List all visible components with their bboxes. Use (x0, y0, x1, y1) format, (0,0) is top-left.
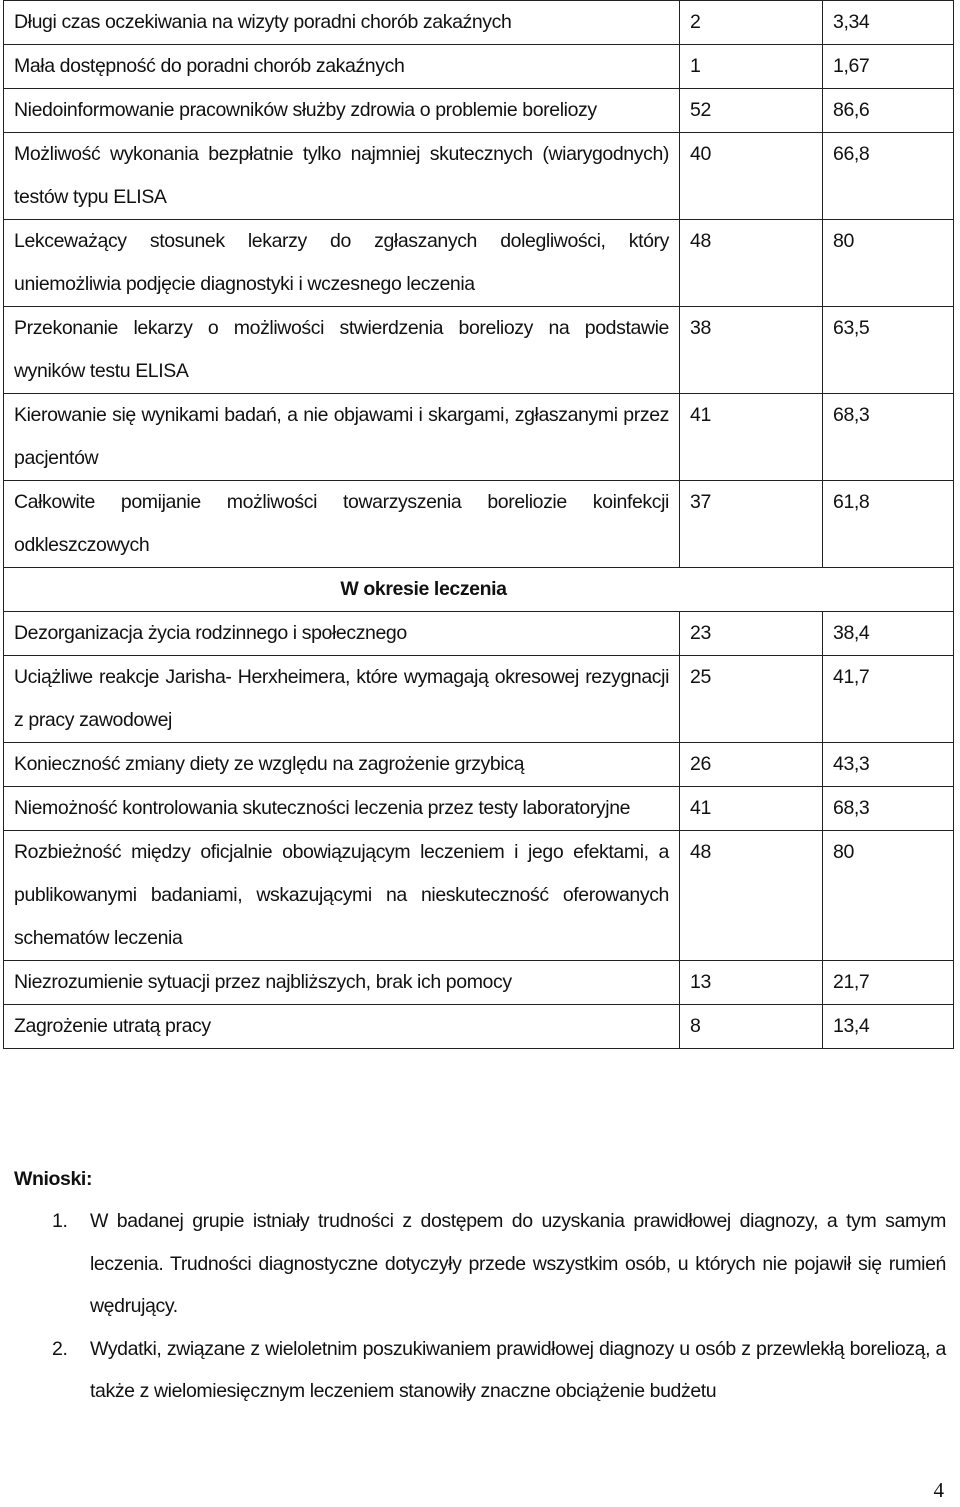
row-description: Dezorganizacja życia rodzinnego i społecznego (4, 612, 680, 656)
row-percent: 80 (823, 831, 954, 961)
row-description: Niedoinformowanie pracowników służby zdrowia o problemie boreliozy (4, 89, 680, 133)
conclusion-text: Wydatki, związane z wieloletnim poszukiwaniem prawidłowej diagnozy u osób z przewlekłą boreliozą, a także z wielomiesięcznym leczeniem stanowiły znaczne obciążenie budżetu (90, 1337, 946, 1402)
row-percent: 13,4 (823, 1005, 954, 1049)
row-count: 41 (680, 394, 823, 481)
row-description: Możliwość wykonania bezpłatnie tylko najmniej skutecznych (wiarygodnych) testów typu ELISA (4, 133, 680, 220)
row-count: 23 (680, 612, 823, 656)
row-percent: 86,6 (823, 89, 954, 133)
row-percent: 63,5 (823, 307, 954, 394)
row-description: Kierowanie się wynikami badań, a nie objawami i skargami, zgłaszanymi przez pacjentów (4, 394, 680, 481)
conclusions-heading: Wnioski: (14, 1168, 93, 1190)
table-row (4, 831, 954, 961)
row-count: 2 (680, 1, 823, 45)
row-percent: 41,7 (823, 656, 954, 743)
conclusion-number: 1. (52, 1210, 68, 1232)
row-description: Długi czas oczekiwania na wizyty poradni chorób zakaźnych (4, 1, 680, 45)
row-description: Zagrożenie utratą pracy (4, 1005, 680, 1049)
table-row (4, 743, 954, 787)
row-percent: 66,8 (823, 133, 954, 220)
row-count: 48 (680, 220, 823, 307)
row-percent: 80 (823, 220, 954, 307)
row-description: Całkowite pomijanie możliwości towarzyszenia boreliozie koinfekcji odkleszczowych (4, 481, 680, 568)
table-row (4, 307, 954, 394)
row-description: Przekonanie lekarzy o możliwości stwierdzenia boreliozy na podstawie wyników testu ELISA (4, 307, 680, 394)
row-description: Uciążliwe reakcje Jarisha- Herxheimera, które wymagają okresowej rezygnacji z pracy zawodowej (4, 656, 680, 743)
table-row (4, 1005, 954, 1049)
table-row (4, 961, 954, 1005)
row-count: 48 (680, 831, 823, 961)
row-count: 40 (680, 133, 823, 220)
survey-results-table (3, 0, 954, 1049)
conclusions-section (14, 1158, 946, 1413)
table-row (4, 220, 954, 307)
row-description: Lekceważący stosunek lekarzy do zgłaszanych dolegliwości, który uniemożliwia podjęcie diagnostyki i wczesnego leczenia (4, 220, 680, 307)
row-count: 8 (680, 1005, 823, 1049)
row-count: 37 (680, 481, 823, 568)
row-percent: 38,4 (823, 612, 954, 656)
section-heading-row (4, 568, 954, 612)
row-description: Mała dostępność do poradni chorób zakaźnych (4, 45, 680, 89)
row-description: Niemożność kontrolowania skuteczności leczenia przez testy laboratoryjne (4, 787, 680, 831)
row-percent: 21,7 (823, 961, 954, 1005)
row-count: 41 (680, 787, 823, 831)
row-percent: 3,34 (823, 1, 954, 45)
table-row (4, 394, 954, 481)
row-count: 26 (680, 743, 823, 787)
conclusion-item (14, 1200, 946, 1328)
row-count: 52 (680, 89, 823, 133)
row-description: Rozbieżność między oficjalnie obowiązującym leczeniem i jego efektami, a publikowanymi badaniami, wskazującymi na nieskuteczność oferowanych schematów leczenia (4, 831, 680, 961)
row-percent: 61,8 (823, 481, 954, 568)
table-row (4, 45, 954, 89)
section-heading: W okresie leczenia (4, 568, 954, 612)
row-percent: 1,67 (823, 45, 954, 89)
row-percent: 68,3 (823, 787, 954, 831)
row-description: Niezrozumienie sytuacji przez najbliższych, brak ich pomocy (4, 961, 680, 1005)
row-count: 25 (680, 656, 823, 743)
table-row (4, 481, 954, 568)
table-row (4, 89, 954, 133)
row-count: 13 (680, 961, 823, 1005)
conclusion-text: W badanej grupie istniały trudności z dostępem do uzyskania prawidłowej diagnozy, a tym samym leczenia. Trudności diagnostyczne dotyczyły przede wszystkim osób, u których nie pojawił się rumień wędrujący. (90, 1210, 946, 1317)
conclusion-number: 2. (52, 1337, 68, 1360)
row-description: Konieczność zmiany diety ze względu na zagrożenie grzybicą (4, 743, 680, 787)
row-count: 38 (680, 307, 823, 394)
table-row (4, 656, 954, 743)
table-row (4, 612, 954, 656)
conclusions-list (14, 1200, 946, 1413)
row-percent: 68,3 (823, 394, 954, 481)
table-row (4, 133, 954, 220)
row-percent: 43,3 (823, 743, 954, 787)
conclusion-item (14, 1328, 946, 1413)
page-number: 4 (933, 1478, 944, 1502)
table-row (4, 1, 954, 45)
row-count: 1 (680, 45, 823, 89)
table-row (4, 787, 954, 831)
